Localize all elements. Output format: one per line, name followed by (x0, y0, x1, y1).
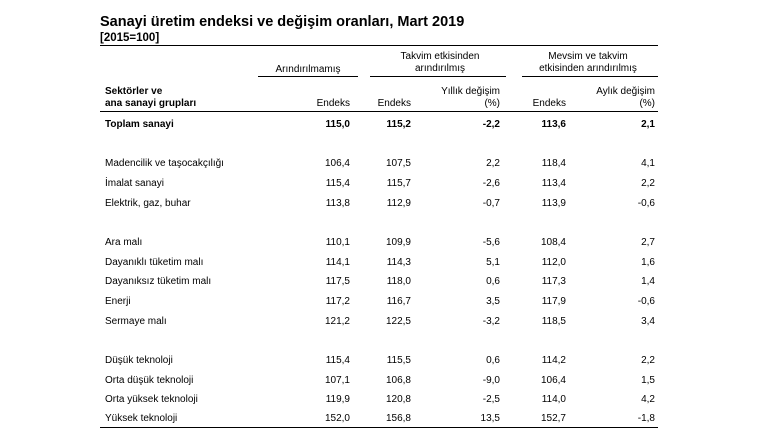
header-rule (100, 111, 658, 112)
row-value-c2: 112,9 (386, 198, 411, 209)
row-value-c1: 113,8 (325, 198, 350, 209)
row-value-c4: 117,9 (541, 296, 566, 307)
row-label: Düşük teknoloji (105, 355, 173, 366)
row-value-c1: 117,2 (325, 296, 350, 307)
row-value-c5: 4,1 (641, 158, 655, 169)
row-value-c5: -0,6 (637, 198, 655, 209)
row-value-c5: 2,2 (641, 355, 655, 366)
row-value-c2: 115,5 (386, 355, 411, 366)
row-value-c2: 106,8 (385, 375, 411, 386)
row-value-c1: 114,1 (325, 257, 350, 268)
row-value-c3: -2,2 (482, 119, 500, 130)
row-value-c1: 152,0 (324, 413, 350, 424)
header-col1: Endeks (316, 98, 350, 109)
row-value-c2: 115,7 (386, 178, 411, 189)
row-label: Ara malı (105, 237, 143, 248)
row-value-c1: 121,2 (324, 316, 350, 327)
header-col3-2: (%) (484, 98, 500, 109)
row-value-c2: 107,5 (385, 158, 411, 169)
row-value-c3: 13,5 (480, 413, 500, 424)
group-rule-1 (258, 76, 358, 77)
row-value-c5: 2,2 (641, 178, 655, 189)
row-value-c2: 109,9 (385, 237, 411, 248)
row-label: Toplam sanayi (105, 119, 174, 130)
row-value-c5: -1,8 (637, 413, 655, 424)
header-sector-1: Sektörler ve (105, 86, 163, 97)
row-value-c5: 4,2 (641, 394, 655, 405)
row-value-c5: 1,4 (641, 276, 655, 287)
row-value-c4: 113,4 (541, 178, 566, 189)
header-col3-1: Yıllık değişim (441, 86, 500, 97)
row-value-c3: -2,6 (482, 178, 500, 189)
row-label: Dayanıklı tüketim malı (105, 257, 204, 268)
header-col2: Endeks (377, 98, 411, 109)
row-value-c1: 117,5 (325, 276, 350, 287)
row-label: Elektrik, gaz, buhar (105, 198, 191, 209)
row-value-c5: 3,4 (641, 316, 655, 327)
row-value-c5: -0,6 (637, 296, 655, 307)
row-value-c3: -3,2 (482, 316, 500, 327)
row-value-c1: 115,0 (325, 119, 350, 130)
row-value-c4: 108,4 (540, 237, 566, 248)
row-value-c2: 118,0 (386, 276, 411, 287)
row-value-c4: 112,0 (541, 257, 566, 268)
row-label: İmalat sanayi (105, 178, 164, 189)
header-col5-1: Aylık değişim (596, 86, 655, 97)
bottom-rule (100, 427, 658, 428)
row-value-c2: 115,2 (386, 119, 411, 130)
row-value-c2: 114,3 (386, 257, 411, 268)
row-value-c5: 1,6 (641, 257, 655, 268)
header-group-unadjusted: Arındırılmamış (275, 64, 341, 75)
row-value-c3: -0,7 (482, 198, 500, 209)
row-value-c2: 122,5 (385, 316, 411, 327)
row-label: Orta yüksek teknoloji (105, 394, 198, 405)
table-title: Sanayi üretim endeksi ve değişim oranları, Mart 2019 (100, 14, 465, 30)
row-label: Orta düşük teknoloji (105, 375, 194, 386)
row-value-c2: 120,8 (385, 394, 411, 405)
row-value-c3: -9,0 (482, 375, 500, 386)
row-value-c3: -5,6 (482, 237, 500, 248)
row-value-c3: 2,2 (486, 158, 500, 169)
row-label: Sermaye malı (105, 316, 167, 327)
row-label: Dayanıksız tüketim malı (105, 276, 212, 287)
row-value-c3: -2,5 (482, 394, 500, 405)
table-subtitle: [2015=100] (100, 32, 160, 44)
row-value-c3: 0,6 (486, 276, 500, 287)
group-rule-3 (522, 76, 658, 77)
row-value-c4: 152,7 (540, 413, 566, 424)
row-value-c1: 106,4 (324, 158, 350, 169)
row-value-c4: 113,9 (541, 198, 566, 209)
row-value-c4: 117,3 (541, 276, 566, 287)
row-value-c4: 106,4 (540, 375, 566, 386)
group-rule-2 (370, 76, 506, 77)
header-sector-2: ana sanayi grupları (105, 98, 197, 109)
row-value-c4: 118,5 (541, 316, 566, 327)
row-value-c3: 3,5 (486, 296, 500, 307)
row-value-c3: 0,6 (486, 355, 500, 366)
row-value-c1: 110,1 (325, 237, 350, 248)
row-value-c4: 114,2 (541, 355, 566, 366)
header-group-calendar-1: Takvim etkisinden (400, 51, 480, 62)
header-group-seasonal-2: etkisinden arındırılmış (539, 63, 637, 74)
row-value-c1: 119,9 (325, 394, 350, 405)
row-value-c1: 115,4 (325, 355, 350, 366)
row-label: Enerji (105, 296, 131, 307)
row-value-c4: 114,0 (541, 394, 566, 405)
row-value-c2: 156,8 (385, 413, 411, 424)
row-value-c2: 116,7 (386, 296, 411, 307)
row-value-c3: 5,1 (486, 257, 500, 268)
row-value-c5: 2,1 (641, 119, 655, 130)
row-label: Madencilik ve taşocakçılığı (105, 158, 224, 169)
header-group-calendar-2: arındırılmış (414, 63, 465, 74)
row-value-c1: 115,4 (325, 178, 350, 189)
row-value-c5: 1,5 (641, 375, 655, 386)
header-col5-2: (%) (639, 98, 655, 109)
row-value-c4: 118,4 (541, 158, 566, 169)
row-label: Yüksek teknoloji (105, 413, 178, 424)
top-rule (100, 45, 658, 46)
row-value-c4: 113,6 (541, 119, 566, 130)
row-value-c5: 2,7 (641, 237, 655, 248)
header-col4: Endeks (532, 98, 566, 109)
row-value-c1: 107,1 (324, 375, 350, 386)
header-group-seasonal-1: Mevsim ve takvim (548, 51, 628, 62)
